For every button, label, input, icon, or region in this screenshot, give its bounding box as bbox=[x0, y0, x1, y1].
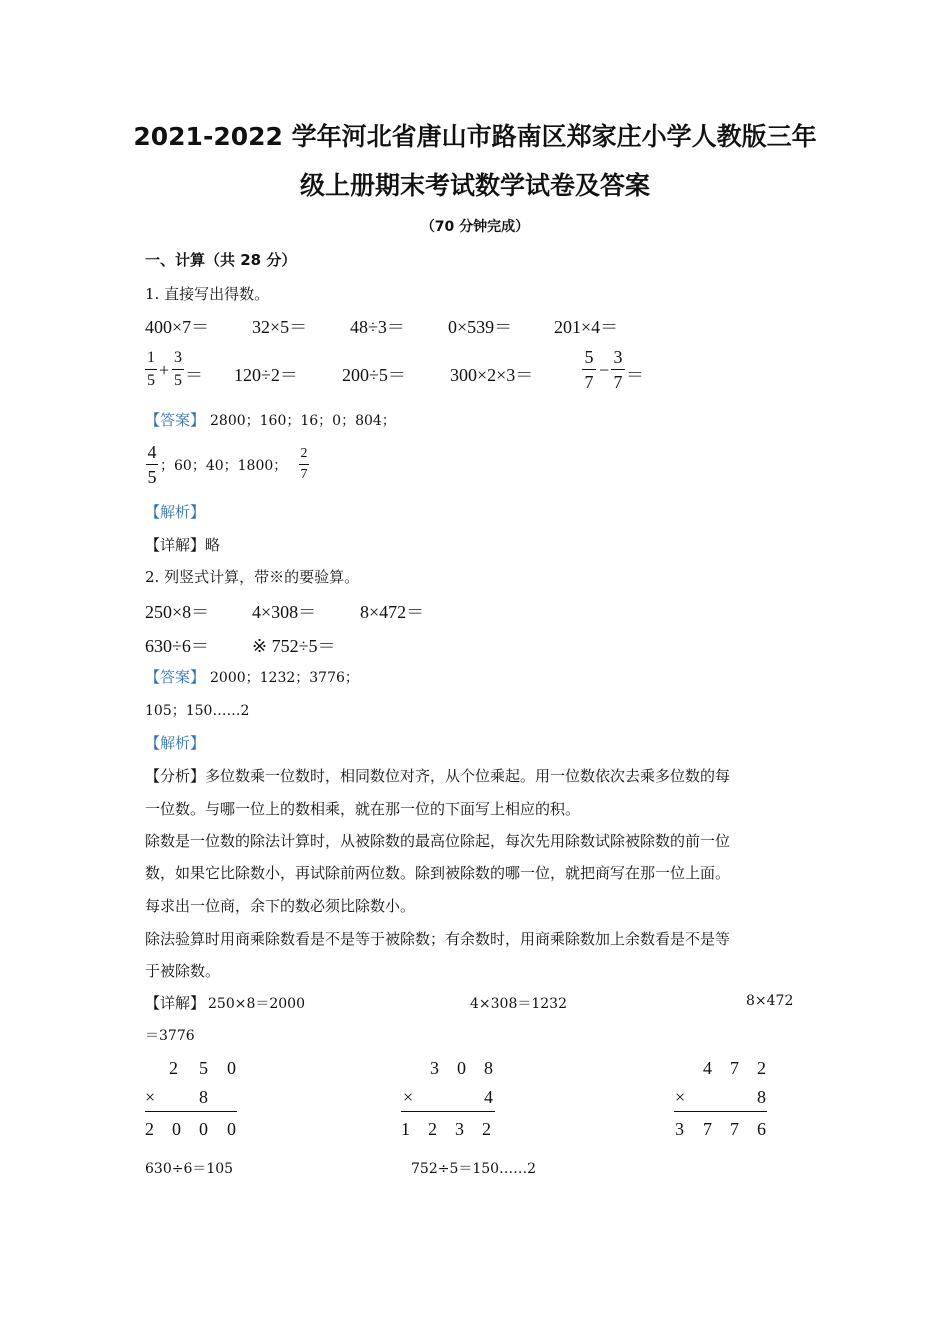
vert1-result-digit: 0 bbox=[227, 1119, 236, 1139]
q1-item-3: 48÷3＝ bbox=[350, 317, 405, 337]
vertical-calc-8x472 bbox=[674, 1058, 769, 1148]
q2-analysis-para2-b: 数，如果它比除数小，再试除前两位数。除到被除数的哪一位，就把商写在那一位上面。 bbox=[145, 864, 731, 882]
section-heading: 一、计算（共 28 分） bbox=[145, 251, 297, 269]
q2-analysis-para2-a: 除数是一位数的除法计算时，从被除数的最高位除起，每次先用除数试除被除数的前一位 bbox=[145, 832, 731, 850]
vert1-times-sign: × bbox=[145, 1087, 156, 1107]
q1-item-5: 201×4＝ bbox=[554, 317, 619, 337]
document-title-line2: 级上册期末考试数学试卷及答案 bbox=[299, 171, 650, 200]
q2-answer-line1: 2000；1232；3776； bbox=[210, 670, 359, 686]
q1-item-1: 400×7＝ bbox=[145, 317, 210, 337]
q1-detail: 【详解】略 bbox=[145, 536, 221, 554]
vert3-multiplier: 8 bbox=[757, 1087, 766, 1107]
q2-item-5: ※ 752÷5＝ bbox=[252, 636, 336, 656]
q1-item-2: 32×5＝ bbox=[252, 317, 308, 337]
q2-item-1: 250×8＝ bbox=[145, 602, 210, 622]
q1-frac-b-second: 3 7 bbox=[611, 348, 625, 391]
vert2-top-digit: 0 bbox=[457, 1058, 466, 1078]
q1-answer-frac-1: 4 5 bbox=[147, 442, 157, 487]
q1-answer-tag: 【答案】 bbox=[145, 411, 206, 429]
vert2-result-digit: 3 bbox=[455, 1119, 464, 1139]
vert3-result-digit: 7 bbox=[703, 1119, 712, 1139]
q2-analysis-para2-c: 每求出一位商，余下的数必须比除数小。 bbox=[145, 897, 416, 915]
vert3-rule bbox=[674, 1111, 767, 1112]
q2-item-4: 630÷6＝ bbox=[145, 636, 209, 656]
q2-analysis-para1-b: 一位数。与哪一位上的数相乘，就在那一位的下面写上相应的积。 bbox=[145, 800, 581, 818]
vert2-rule bbox=[401, 1111, 495, 1112]
q1-answer-line1: 2800；160；16；0；804； bbox=[210, 413, 396, 429]
q1-answer-line2: ；60；40；1800； bbox=[160, 458, 288, 474]
vert2-multiplier: 4 bbox=[484, 1087, 493, 1107]
q2-analysis-para3-b: 于被除数。 bbox=[145, 962, 221, 980]
q2-division-eq1: 630÷6＝105 bbox=[145, 1161, 234, 1177]
vert1-top-digit: 5 bbox=[199, 1058, 208, 1078]
vert3-top-digit: 2 bbox=[757, 1058, 766, 1078]
vert3-result-digit: 7 bbox=[730, 1119, 739, 1139]
q2-answer-line2: 105；150……2 bbox=[145, 703, 250, 719]
q2-detail-label: 【详解】 bbox=[145, 994, 206, 1012]
vert1-multiplier: 8 bbox=[199, 1087, 208, 1107]
q2-item-3: 8×472＝ bbox=[360, 602, 425, 622]
vert2-times-sign: × bbox=[403, 1087, 414, 1107]
vertical-calc-4x308 bbox=[401, 1058, 496, 1148]
vert1-top-digit: 2 bbox=[169, 1058, 178, 1078]
q2-analysis-tag: 【解析】 bbox=[145, 734, 206, 752]
q2-detail-eq2: 4×308＝1232 bbox=[470, 996, 567, 1012]
q1-analysis-tag: 【解析】 bbox=[145, 503, 206, 521]
q2-detail-eq1: 250×8＝2000 bbox=[208, 996, 305, 1012]
q1-frac-a-first: 1 5 bbox=[147, 349, 155, 389]
document-title-line1: 2021-2022 学年河北省唐山市路南区郑家庄小学人教版三年 bbox=[133, 122, 817, 151]
vert3-result-digit: 3 bbox=[675, 1119, 684, 1139]
vertical-calc-250x8 bbox=[145, 1058, 240, 1148]
q2-analysis-para1-a: 【分析】多位数乘一位数时，相同数位对齐，从个位乘起。用一位数依次去乘多位数的每 bbox=[145, 767, 731, 785]
vert1-rule bbox=[145, 1111, 237, 1112]
q1-frac-b-first: 5 7 bbox=[582, 348, 596, 391]
vert3-times-sign: × bbox=[675, 1087, 686, 1107]
vert2-result-digit: 2 bbox=[428, 1119, 437, 1139]
vert2-result-digit: 2 bbox=[482, 1119, 491, 1139]
q1-item-9: 300×2×3＝ bbox=[450, 365, 534, 385]
q1-item-8: 200÷5＝ bbox=[342, 365, 406, 385]
q1-answer-frac-2: 2 7 bbox=[300, 446, 308, 482]
q2-detail-eq3-cont: ＝3776 bbox=[145, 1028, 195, 1044]
vert2-top-digit: 3 bbox=[430, 1058, 439, 1078]
q1-frac-a-eq: ＝ bbox=[185, 365, 203, 385]
q2-prompt: 2. 列竖式计算，带※的要验算。 bbox=[145, 568, 360, 586]
document-subtitle: （70 分钟完成） bbox=[420, 219, 530, 235]
q2-detail-eq3: 8×472 bbox=[746, 993, 794, 1009]
vert1-result-digit: 0 bbox=[172, 1119, 181, 1139]
vert1-top-digit: 0 bbox=[227, 1058, 236, 1078]
q1-prompt: 1. 直接写出得数。 bbox=[145, 285, 270, 303]
q1-frac-b-eq: ＝ bbox=[626, 365, 644, 385]
vert2-top-digit: 8 bbox=[484, 1058, 493, 1078]
vert1-result-digit: 0 bbox=[199, 1119, 208, 1139]
q1-frac-a-second: 3 5 bbox=[174, 349, 182, 389]
q2-analysis-para3-a: 除法验算时用商乘除数看是不是等于被除数；有余数时，用商乘除数加上余数看是不是等 bbox=[145, 930, 731, 948]
q2-division-eq2: 752÷5＝150……2 bbox=[411, 1161, 536, 1177]
q1-item-7: 120÷2＝ bbox=[234, 365, 298, 385]
q2-answer-tag: 【答案】 bbox=[145, 668, 206, 686]
vert3-result-digit: 6 bbox=[757, 1119, 766, 1139]
vert3-top-digit: 4 bbox=[703, 1058, 712, 1078]
vert1-result-digit: 2 bbox=[145, 1119, 154, 1139]
q1-frac-b-op: − bbox=[599, 360, 610, 380]
vert3-top-digit: 7 bbox=[730, 1058, 739, 1078]
vert2-result-digit: 1 bbox=[401, 1119, 410, 1139]
q1-item-4: 0×539＝ bbox=[448, 317, 513, 337]
q2-item-2: 4×308＝ bbox=[252, 602, 317, 622]
q1-frac-a-op: + bbox=[159, 360, 170, 380]
